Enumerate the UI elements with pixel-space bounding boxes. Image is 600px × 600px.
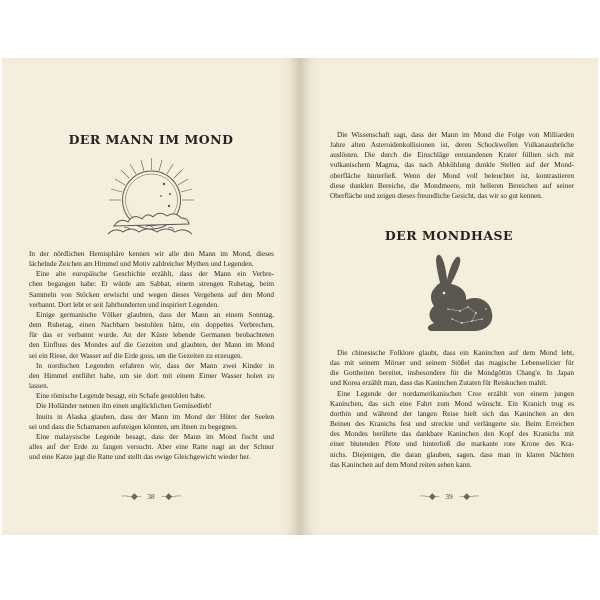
star-pattern-rabbit-illustration bbox=[404, 253, 496, 335]
text-line: In der nördlichen Hemisphäre kennen wir alle den Mann im Mond, dieses bbox=[29, 250, 274, 258]
text-line: Die Wissenschaft sagt, dass der Mann im Mond die Folge von Milliarden bbox=[337, 131, 574, 139]
text-line: Eine Legende der nordamerikanischen Cree erzählt von einem jungen bbox=[337, 389, 574, 398]
text-line: verbannt. Dort lebt er seit Jahrhunderten und inspiriert Legenden. bbox=[29, 300, 220, 309]
right-page-body bbox=[330, 348, 574, 470]
text-line: diese dunklen Bereiche, die Mondmeere, mit helleren Bereichen auf seiner bbox=[330, 181, 574, 190]
page-number: 39 bbox=[445, 492, 453, 501]
right-page bbox=[300, 58, 598, 535]
folio-ornament-icon: ···–◆– bbox=[419, 491, 439, 501]
text-line: sei und dass die Schamanen aufsteigen könnten, um ihnen zu begegnen. bbox=[29, 422, 238, 431]
page-number: 38 bbox=[147, 492, 155, 501]
text-line: Oberfläche und zeigen dieses freundliche Gesicht, das wir so gut kennen. bbox=[330, 191, 543, 200]
left-page-folio bbox=[2, 491, 300, 502]
folio-ornament-icon: –◆–··· bbox=[459, 491, 479, 501]
text-line: die Gottheiten bereitet, insbesondere für die Mondgöttin Chang'e. In Japan bbox=[330, 369, 574, 378]
moon-face-sunburst-illustration bbox=[104, 154, 199, 242]
text-line: chen begangen habe: Er würde am Sabbat, einem strengen Ruhetag, beim bbox=[29, 280, 274, 289]
text-line: Kaninchen, das sich eine Fahrt zum Mond wünscht. Ein Kranich trug es bbox=[330, 399, 574, 408]
left-page-body bbox=[29, 249, 274, 462]
text-line: für das er verbannt wurde. An der Küste lebende Germanen beobachteten bbox=[29, 331, 274, 340]
text-line: und Korea erzählt man, dass das Kaninchen Zutaten für Reiskuchen mahlt. bbox=[330, 379, 548, 388]
text-line: lächelnde Zeichen am Himmel und Motiv zahlreicher Mythen und Legenden. bbox=[29, 260, 254, 269]
text-line: sei ein Riese, der Wasser auf die Erde goss, um die Gezeiten zu erzeugen. bbox=[29, 351, 243, 360]
text-line: Beinen des Kranichs fest und streckte und verlängerte sie. Beim Erreichen bbox=[330, 420, 574, 429]
text-line: In nordischen Legenden erfahren wir, dass der Mann zwei Kinder in bbox=[36, 361, 274, 370]
text-line: auslösten. Die durch die Einschläge entstandenen Krater füllten sich mit bbox=[330, 151, 574, 160]
text-line: dorthin und während der langen Reise hielt sich das Kaninchen an den bbox=[330, 409, 574, 418]
text-line: dem Ruhetag, einen Nachbarn bestohlen hätte, ein doppeltes Verbrechen, bbox=[29, 321, 274, 330]
left-page bbox=[2, 58, 300, 535]
text-line: lassen. bbox=[29, 382, 49, 391]
right-page-folio bbox=[300, 491, 598, 502]
text-line: oberfläche hinterließ. Wenn der Mond voll beleuchtet ist, kontrastieren bbox=[330, 171, 574, 180]
text-line: Sammeln von Stöcken erwischt und wegen dieses Vergehens auf den Mond bbox=[29, 290, 274, 299]
text-line: vulkanischem Magma, das nach Abkühlung dunkle Stellen auf der Mond- bbox=[330, 161, 574, 170]
text-line: Eine malaysische Legende besagt, dass der Mann im Mond fischt und bbox=[36, 432, 274, 441]
folio-ornament-icon: ···–◆– bbox=[121, 491, 141, 501]
text-line: einer blutenden Pfote und hinterließ die markante rote Krone des Kra- bbox=[330, 440, 574, 449]
text-line: und eine Katze jagt die Ratte und stellt das ewige Gleichgewicht wieder her. bbox=[29, 453, 251, 462]
text-line: Inuits in Alaska glauben, dass der Mann im Mond der Hüter der Seelen bbox=[36, 412, 274, 421]
text-line: Die Holländer nennen ihn einen unglücklichen Gemüsedieb! bbox=[36, 402, 212, 411]
text-line: Die chinesische Folklore glaubt, dass ein Kaninchen auf dem Mond lebt, bbox=[337, 349, 574, 357]
text-line: den Himmel entführt habe, um sie dort mit einem Eimer Wasser holen zu bbox=[29, 371, 274, 380]
left-page-title: DER MANN IM MOND bbox=[68, 132, 234, 147]
text-line: den Einfluss des Mondes auf die Gezeiten und glaubten, der Mann im Mond bbox=[29, 341, 274, 350]
text-line: alles auf der Erde zu fangen versucht. Aber eine Ratte nagt an der Schnur bbox=[29, 442, 274, 451]
text-line: des Mondes berührte das dankbare Kaninchen den Kopf des Kranichs mit bbox=[330, 430, 574, 439]
right-page-title: DER MONDHASE bbox=[384, 228, 514, 243]
text-line: Einige germanische Völker glaubten, dass der Mann an einem Sonntag, bbox=[36, 310, 274, 319]
text-line: Eine alte europäische Geschichte erzählt, dass der Mann ein Verbre- bbox=[36, 270, 274, 279]
text-line: Eine römische Legende besagt, ein Schafe gestohlen habe. bbox=[36, 392, 206, 401]
folio-ornament-icon: –◆–··· bbox=[161, 491, 181, 501]
text-line: das mit seinem Mörser und seinem Stößel das magische Lebenselixier für bbox=[330, 359, 574, 368]
text-line: nichs. Diejenigen, die daran glauben, sagen, dass man in klaren Nächten bbox=[330, 450, 574, 459]
right-page-intro bbox=[330, 130, 574, 201]
text-line: das Kaninchen auf dem Mond reiten sehen kann. bbox=[330, 460, 472, 469]
text-line: Jahre alten Asteroidenkollisionen ist, deren Schockwellen Vulkanausbrüche bbox=[330, 141, 574, 150]
